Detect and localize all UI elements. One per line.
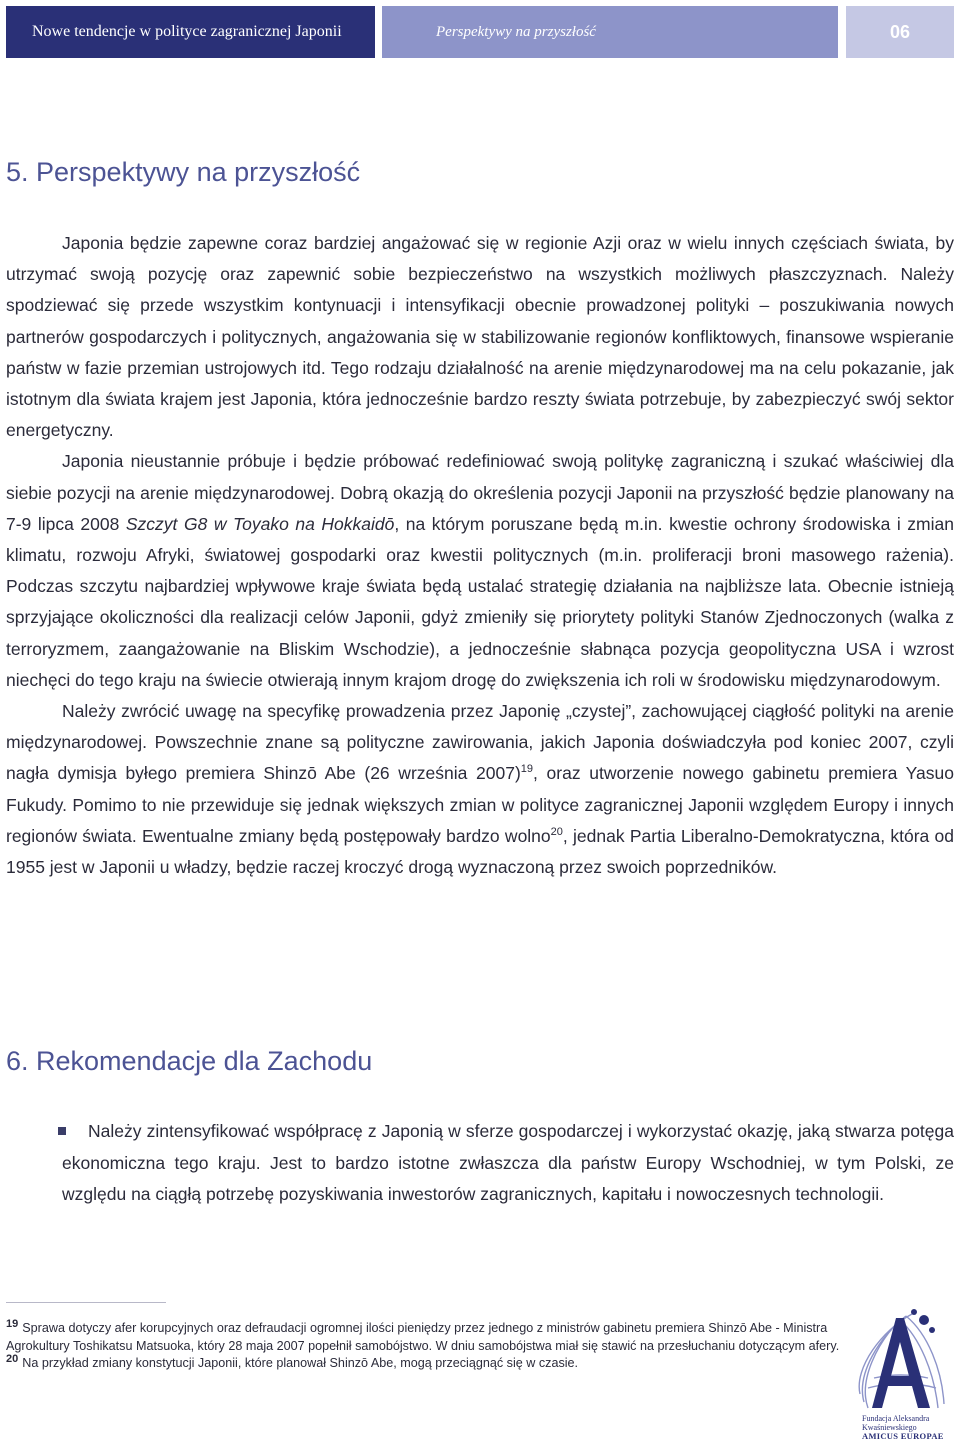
- footnote-text: Sprawa dotyczy afer korupcyjnych oraz defraudacji ogromnej ilości pieniędzy przez jednego z ministrów gabinetu premiera Shinzō Abe - Ministra Agrokultury Toshikatsu Matsuoka, który 28 maja 2007 popełnił samobójstwo. W dniu samobójstwa miał się stawić na przesłuchaniu dotyczącym afery.: [6, 1321, 840, 1353]
- section-6-heading: 6. Rekomendacje dla Zachodu: [6, 1046, 373, 1076]
- recommendation-item: Należy zintensyfikować współpracę z Japonią w sferze gospodarczej i wykorzystać okazję, jaką stwarza potęga ekonomiczna tego kraju. Jest to bardzo istotne zwłaszcza dla państw Europy Wschodniej, w tym Polski, ze względu na ciągłą potrzebę pozyskiwania inwestorów zagranicznych, kapitału i nowoczesnych technologii.: [62, 1121, 954, 1205]
- footnote-text: Na przykład zmiany konstytucji Japonii, które planował Shinzō Abe, mogą przeciągnąć się w czasie.: [22, 1356, 579, 1370]
- recommendation-list: [62, 1116, 954, 1211]
- paragraph-3-text-a: Należy zwrócić uwagę na specyfikę prowadzenia przez Japonię „czystej”, zachowującej ciągłość polityki na arenie międzynarodowej. Powszechnie znane są polityczne zawirowania, jakich Japonia doświadczyła pod koniec 2007, czyli nagła dymisja byłego premiera Shinzō Abe (26 września 2007): [6, 701, 954, 784]
- paragraph-2: [6, 446, 954, 696]
- footnote-number: 19: [6, 1317, 19, 1330]
- page-header: [6, 6, 954, 58]
- footnote-number: 20: [6, 1352, 19, 1365]
- square-bullet-icon: [58, 1127, 66, 1135]
- logo-caption-main: AMICUS EUROPAE: [862, 1431, 944, 1441]
- paragraph-3-text-b: , oraz utworzenie nowego gabinetu premiera Yasuo Fukudy. Pomimo to nie przewiduje się jednak większych zmian w polityce zagranicznej Japonii względem Europy i innych regionów świata. Ewentualne zmiany będą postępowały bardzo wolno: [6, 763, 954, 846]
- footnote-ref-19[interactable]: 19: [520, 763, 534, 776]
- paragraph-3: [6, 696, 954, 883]
- footnotes: [6, 1317, 842, 1373]
- footnote-20: [6, 1352, 842, 1373]
- paragraph-1: Japonia będzie zapewne coraz bardziej angażować się w regionie Azji oraz w wielu innych częściach świata, by utrzymać swoją pozycję oraz zapewnić sobie bezpieczeństwo na wszystkich możliwych płaszczyznach. Należy spodziewać się przede wszystkim kontynuacji i intensyfikacji obecnie prowadzonej polityki – poszukiwania nowych partnerów gospodarczych i politycznych, angażowania się w stabilizowanie regionów konfliktowych, finansowe wspieranie państw w fazie przemian ustrojowych itd. Tego rodzaju działalność na arenie międzynarodowej ma na celu pokazanie, jak istotnym dla świata krajem jest Japonia, która jednocześnie bardzo reszty świata potrzebuje, by zabezpieczyć swój sektor energetyczny.: [6, 233, 954, 441]
- footnote-19: [6, 1317, 842, 1355]
- paragraph-2-text-a: Japonia nieustannie próbuje i będzie próbować redefiniować swoją politykę zagraniczną i szukać właściwiej dla siebie pozycji na arenie międzynarodowej. Dobrą okazją do określenia pozycji Japonii na przyszłość będzie planowany na 7-9 lipca 2008: [6, 451, 954, 534]
- logo-caption-small: Fundacja Aleksandra Kwaśniewskiego: [862, 1414, 930, 1432]
- paragraph-2-text-b: , na którym poruszane będą m.in. kwestie ochrony środowiska i zmian klimatu, rozwoju Afryki, światowej gospodarki oraz kwestii politycznych (m.in. proliferacji broni masowego rażenia). Podczas szczytu najbardziej wpływowe kraje świata będą ustalać strategię działania na najbliższe lata. Obecnie istnieją sprzyjające okoliczności dla realizacji celów Japonii, gdyż zmieniły się priorytety polityki Stanów Zjednoczonych (walka z terroryzmem, zaangażowanie na Bliskim Wschodzie), a jednocześnie słabnąca pozycja geopolityczna USA i wzrost niechęci do tego kraju na świecie otwierają innym krajom drogę do zwiększenia ich roli w środowisku międzynarodowym.: [6, 513, 954, 690]
- section-5-body: [6, 228, 954, 883]
- chapter-title: Perspektywy na przyszłość: [382, 6, 838, 58]
- footnote-divider: [6, 1302, 166, 1303]
- section-5-heading: 5. Perspektywy na przyszłość: [6, 157, 361, 187]
- book-title: Nowe tendencje w polityce zagranicznej Japonii: [6, 6, 375, 58]
- footnote-ref-20[interactable]: 20: [550, 826, 563, 839]
- paragraph-3-text-c: , jednak Partia Liberalno-Demokratyczna, która od 1955 jest w Japonii u władzy, będzie raczej kroczyć drogą wyznaczoną przez swoich poprzedników.: [6, 825, 954, 878]
- summit-name: Szczyt G8 w Toyako na Hokkaidō: [125, 513, 395, 534]
- page-number: 06: [846, 6, 954, 58]
